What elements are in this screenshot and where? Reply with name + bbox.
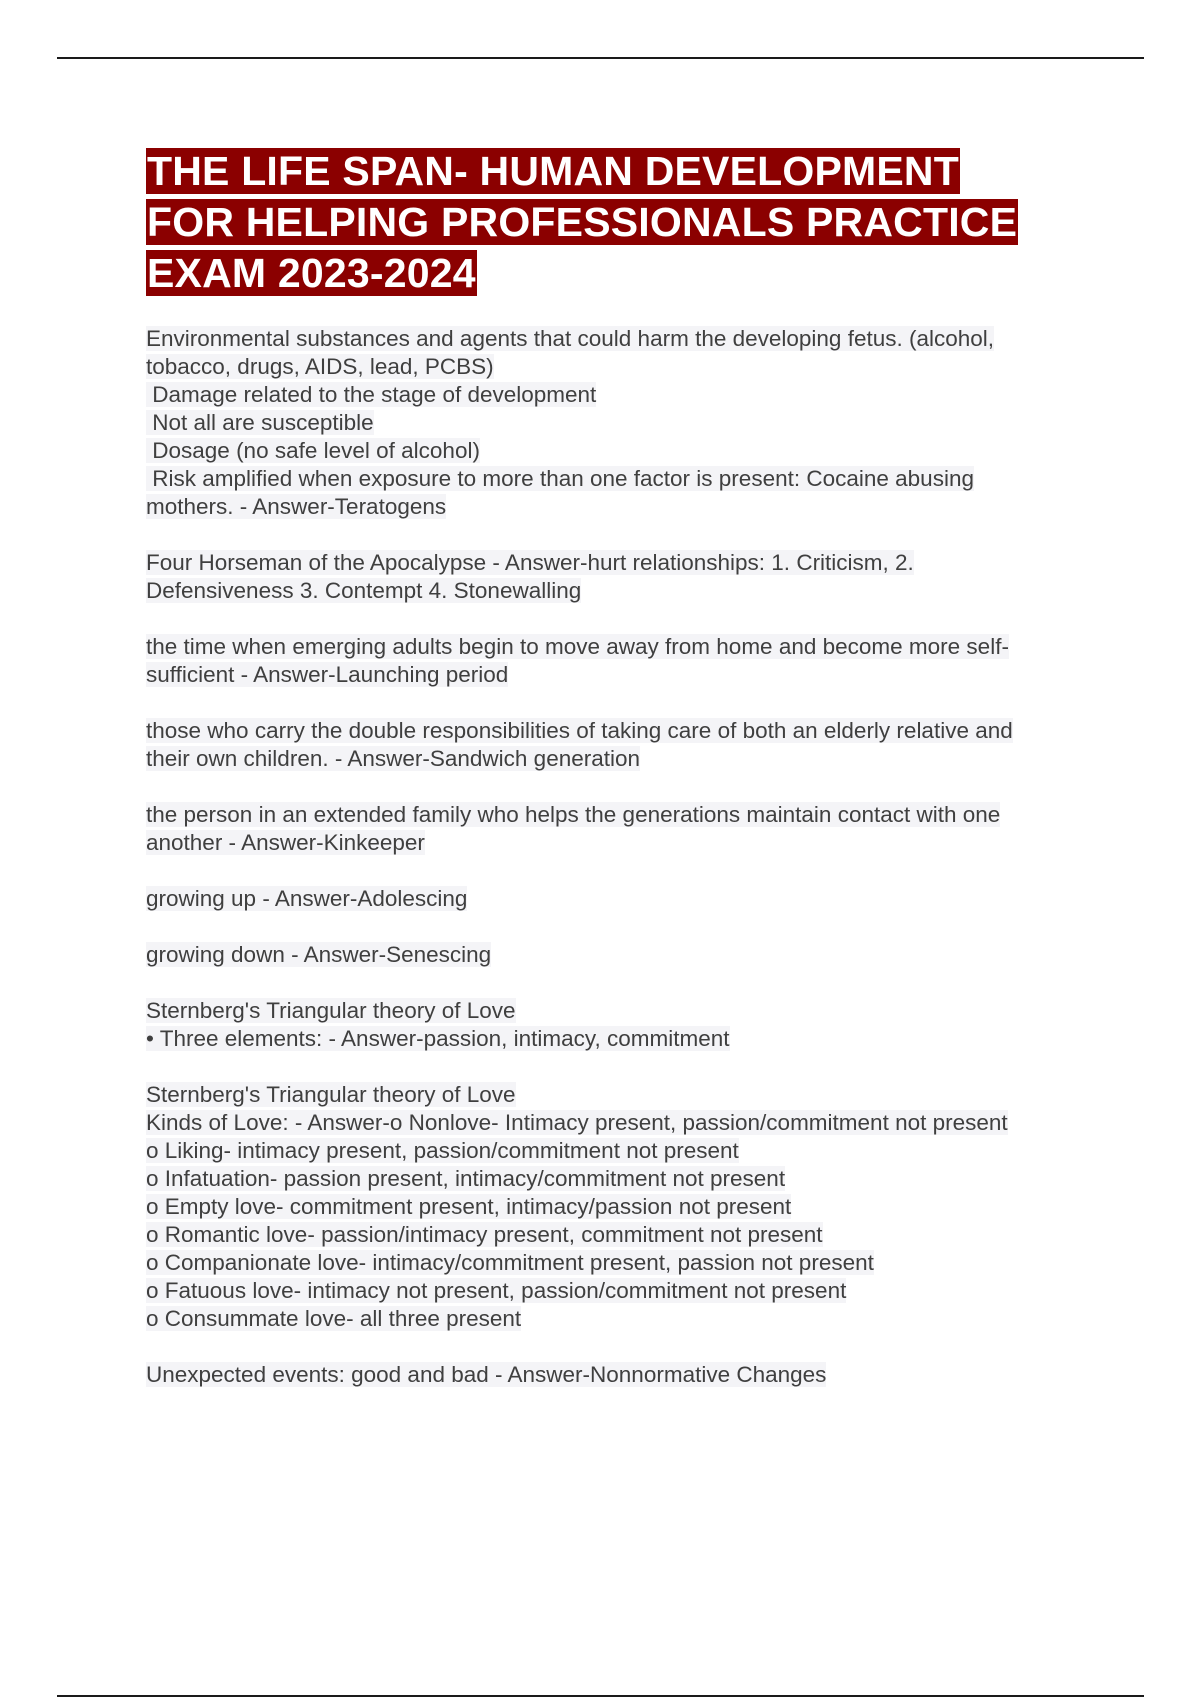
flashcard-text: o Liking- intimacy present, passion/commitment not present	[146, 1138, 739, 1163]
flashcard-line	[146, 437, 1086, 465]
flashcard-text: • Three elements: - Answer-passion, intimacy, commitment	[146, 1026, 730, 1051]
document-body	[146, 146, 1086, 1417]
flashcard-line	[146, 745, 1086, 773]
flashcard-text: growing up - Answer-Adolescing	[146, 886, 468, 911]
flashcard-text: sufficient - Answer-Launching period	[146, 662, 509, 687]
flashcard-text: those who carry the double responsibilities of taking care of both an elderly relative and	[146, 718, 1013, 743]
flashcard-line	[146, 661, 1086, 689]
flashcard-entry	[146, 885, 1086, 913]
flashcard-text: Risk amplified when exposure to more than one factor is present: Cocaine abusing	[146, 466, 974, 491]
flashcard-text: o Consummate love- all three present	[146, 1306, 522, 1331]
flashcard-line	[146, 465, 1086, 493]
flashcard-entry	[146, 1361, 1086, 1389]
flashcard-text: Not all are susceptible	[146, 410, 374, 435]
flashcard-line	[146, 941, 1086, 969]
flashcard-line	[146, 829, 1086, 857]
flashcard-text: the person in an extended family who helps the generations maintain contact with one	[146, 802, 1001, 827]
flashcard-line	[146, 577, 1086, 605]
flashcard-text: Dosage (no safe level of alcohol)	[146, 438, 480, 463]
flashcard-text: Environmental substances and agents that could harm the developing fetus. (alcohol,	[146, 326, 995, 351]
flashcard-line	[146, 325, 1086, 353]
flashcard-text: growing down - Answer-Senescing	[146, 942, 492, 967]
flashcard-line	[146, 717, 1086, 745]
page-title	[146, 146, 1086, 299]
flashcard-entry	[146, 325, 1086, 521]
flashcard-line	[146, 549, 1086, 577]
flashcard-line	[146, 409, 1086, 437]
bottom-rule	[57, 1695, 1144, 1697]
flashcard-line	[146, 1361, 1086, 1389]
flashcard-line	[146, 1221, 1086, 1249]
flashcard-text: o Companionate love- intimacy/commitment present, passion not present	[146, 1250, 874, 1275]
flashcard-text: o Infatuation- passion present, intimacy/commitment not present	[146, 1166, 786, 1191]
flashcard-line	[146, 1137, 1086, 1165]
flashcard-text: tobacco, drugs, AIDS, lead, PCBS)	[146, 354, 494, 379]
flashcard-text: another - Answer-Kinkeeper	[146, 830, 425, 855]
flashcard-text: o Fatuous love- intimacy not present, passion/commitment not present	[146, 1278, 847, 1303]
flashcard-line	[146, 801, 1086, 829]
flashcard-entry	[146, 997, 1086, 1053]
flashcard-list	[146, 325, 1086, 1389]
top-rule	[57, 57, 1144, 59]
flashcard-line	[146, 997, 1086, 1025]
flashcard-line	[146, 353, 1086, 381]
flashcard-line	[146, 1277, 1086, 1305]
flashcard-text: Unexpected events: good and bad - Answer-Nonnormative Changes	[146, 1362, 827, 1387]
title-line-1: THE LIFE SPAN- HUMAN DEVELOPMENT	[147, 148, 959, 194]
flashcard-line	[146, 381, 1086, 409]
flashcard-line	[146, 1193, 1086, 1221]
flashcard-text: o Empty love- commitment present, intimacy/passion not present	[146, 1194, 792, 1219]
flashcard-text: their own children. - Answer-Sandwich generation	[146, 746, 641, 771]
title-line-3: EXAM 2023-2024	[147, 250, 476, 296]
flashcard-text: the time when emerging adults begin to move away from home and become more self-	[146, 634, 1009, 659]
flashcard-text: Sternberg's Triangular theory of Love	[146, 998, 516, 1023]
flashcard-line	[146, 633, 1086, 661]
flashcard-entry	[146, 801, 1086, 857]
flashcard-line	[146, 1081, 1086, 1109]
flashcard-line	[146, 1305, 1086, 1333]
flashcard-text: Sternberg's Triangular theory of Love	[146, 1082, 516, 1107]
flashcard-text: Four Horseman of the Apocalypse - Answer-hurt relationships: 1. Criticism, 2.	[146, 550, 914, 575]
flashcard-entry	[146, 717, 1086, 773]
flashcard-line	[146, 493, 1086, 521]
flashcard-entry	[146, 1081, 1086, 1333]
flashcard-line	[146, 1025, 1086, 1053]
flashcard-text: o Romantic love- passion/intimacy present, commitment not present	[146, 1222, 823, 1247]
flashcard-line	[146, 1109, 1086, 1137]
flashcard-text: Kinds of Love: - Answer-o Nonlove- Intimacy present, passion/commitment not present	[146, 1110, 1008, 1135]
flashcard-entry	[146, 549, 1086, 605]
flashcard-line	[146, 885, 1086, 913]
flashcard-text: Defensiveness 3. Contempt 4. Stonewalling	[146, 578, 582, 603]
flashcard-text: mothers. - Answer-Teratogens	[146, 494, 447, 519]
title-line-2: FOR HELPING PROFESSIONALS PRACTICE	[147, 199, 1018, 245]
flashcard-entry	[146, 633, 1086, 689]
flashcard-line	[146, 1249, 1086, 1277]
flashcard-text: Damage related to the stage of development	[146, 382, 597, 407]
flashcard-entry	[146, 941, 1086, 969]
flashcard-line	[146, 1165, 1086, 1193]
